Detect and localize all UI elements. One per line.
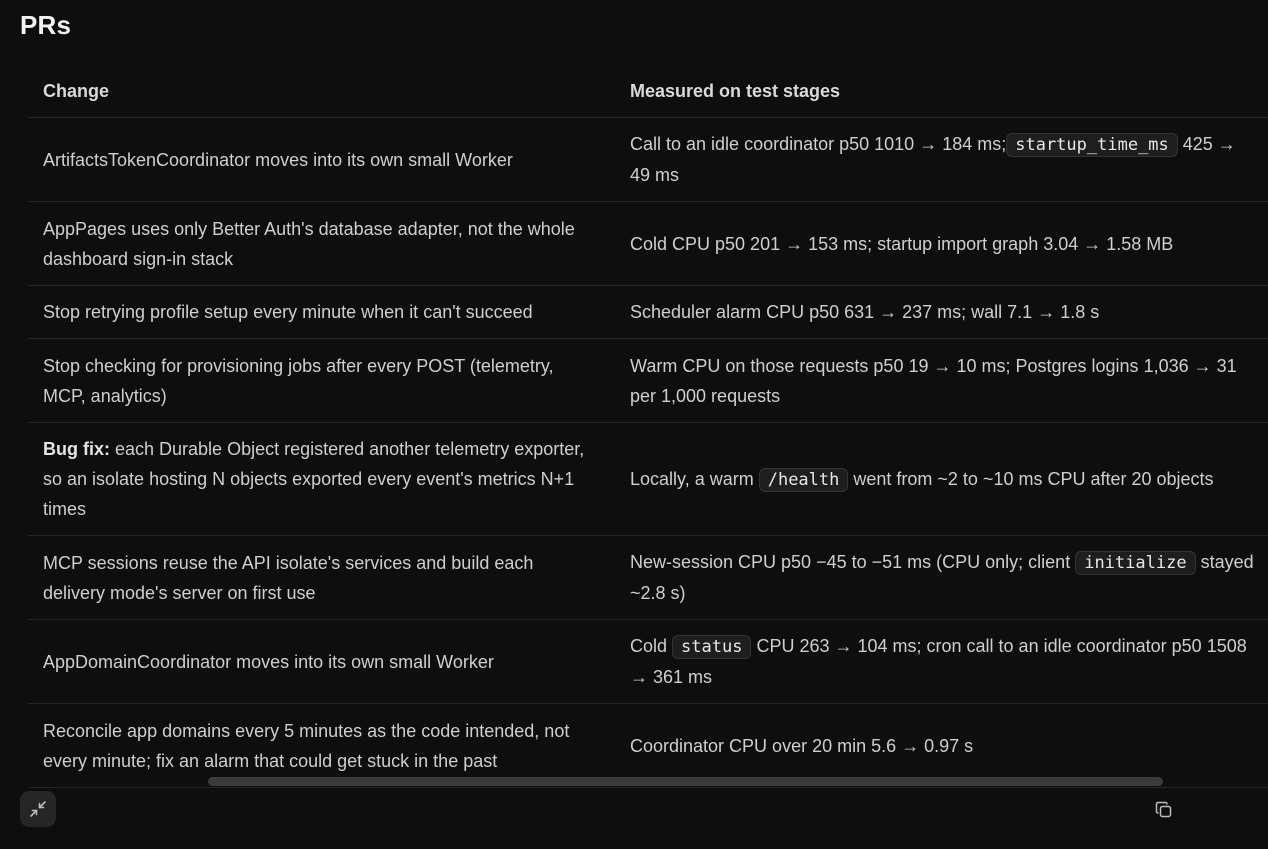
cell-text: each Durable Object registered another telemetry exporter, so an isolate hosting N objects exported every event's metrics N+1 times [43, 439, 585, 519]
cell-paragraph [43, 434, 595, 524]
table-row [28, 423, 1268, 536]
page-title: PRs [20, 10, 72, 40]
cell-measured [615, 286, 1268, 338]
cell-text: stayed ~2.8 s) [630, 552, 1254, 603]
cell-change [28, 118, 615, 201]
cell-paragraph [630, 297, 1258, 327]
cell-text: went from ~2 to ~10 ms CPU after 20 objects [848, 468, 1214, 489]
column-header-measured: Measured on test stages [630, 80, 841, 101]
cell-paragraph [43, 716, 595, 776]
table-viewport[interactable] [28, 64, 1254, 786]
cell-text: Cold CPU p50 201 → 153 ms; startup import graph 3.04 → 1.58 MB [630, 233, 1174, 254]
inline-code: status [672, 635, 751, 659]
cell-measured [615, 536, 1268, 619]
cell-text: Call to an idle coordinator p50 1010 → 184 ms; [630, 134, 1007, 154]
cell-paragraph [630, 731, 1258, 761]
table-row [28, 339, 1268, 423]
cell-measured [615, 620, 1268, 703]
cell-text: 425 → 49 ms [630, 134, 1236, 185]
cell-change [28, 620, 615, 703]
cell-text: Locally, a warm [630, 468, 759, 489]
cell-change [28, 536, 615, 619]
cell-paragraph [43, 647, 595, 677]
cell-text: ArtifactsTokenCoordinator moves into its own small Worker [43, 149, 513, 170]
copy-button[interactable] [1151, 797, 1177, 823]
cell-text: Coordinator CPU over 20 min 5.6 → 0.97 s [630, 735, 974, 756]
table-row [28, 536, 1268, 620]
cell-paragraph [630, 631, 1258, 692]
cell-change [28, 202, 615, 285]
cell-paragraph [630, 547, 1258, 608]
collapse-arrows-icon [29, 800, 47, 818]
cell-change [28, 423, 615, 535]
cell-text: Stop retrying profile setup every minute when it can't succeed [43, 302, 533, 322]
cell-paragraph [630, 129, 1258, 190]
cell-text: Reconcile app domains every 5 minutes as the code intended, not every minute; fix an alarm that could get stuck in the past [43, 720, 570, 771]
inline-code: initialize [1075, 551, 1195, 575]
cell-paragraph [43, 548, 595, 608]
inline-code: startup_time_ms [1006, 133, 1178, 157]
cell-measured [615, 202, 1268, 285]
cell-text: AppPages uses only Better Auth's database adapter, not the whole dashboard sign-in stack [43, 218, 575, 269]
cell-paragraph [43, 351, 595, 411]
cell-measured [615, 423, 1268, 535]
cell-text: New-session CPU p50 −45 to −51 ms (CPU only; client [630, 552, 1076, 572]
copy-icon [1155, 801, 1173, 819]
cell-measured [615, 339, 1268, 422]
cell-paragraph [43, 214, 595, 274]
cell-paragraph [43, 297, 595, 327]
cell-paragraph [43, 145, 595, 175]
cell-text: CPU 263 → 104 ms; cron call to an idle coordinator p50 1508 → 361 ms [630, 636, 1247, 687]
table-row [28, 620, 1268, 704]
cell-text: AppDomainCoordinator moves into its own small Worker [43, 651, 494, 672]
column-header-change: Change [43, 80, 110, 101]
bold-label: Bug fix: [43, 439, 110, 459]
prs-table [28, 64, 1268, 788]
cell-change [28, 339, 615, 422]
cell-measured [615, 704, 1268, 787]
table-header-row [28, 64, 1268, 118]
cell-change [28, 704, 615, 787]
table-row [28, 202, 1268, 286]
cell-text: Warm CPU on those requests p50 19 → 10 ms; Postgres logins 1,036 → 31 per 1,000 requests [630, 355, 1237, 406]
cell-paragraph [630, 351, 1258, 411]
table-row [28, 286, 1268, 339]
cell-paragraph [630, 229, 1258, 259]
horizontal-scrollbar[interactable] [208, 777, 1163, 786]
cell-text: MCP sessions reuse the API isolate's services and build each delivery mode's server on first use [43, 552, 534, 603]
cell-text: Scheduler alarm CPU p50 631 → 237 ms; wall 7.1 → 1.8 s [630, 302, 1100, 322]
cell-text: Stop checking for provisioning jobs after every POST (telemetry, MCP, analytics) [43, 355, 554, 406]
collapse-button[interactable] [20, 791, 56, 827]
inline-code: /health [759, 468, 849, 492]
cell-change [28, 286, 615, 338]
cell-measured [615, 118, 1268, 201]
cell-text: Cold [630, 636, 673, 656]
table-row [28, 118, 1268, 202]
cell-paragraph [630, 464, 1258, 495]
table-row [28, 704, 1268, 788]
